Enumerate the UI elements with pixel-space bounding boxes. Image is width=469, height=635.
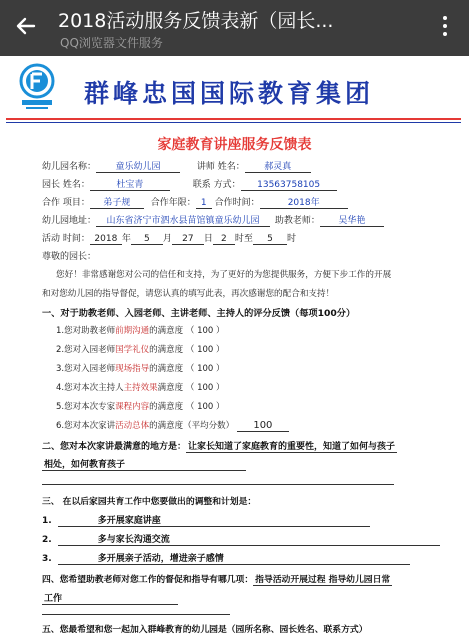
- years-value: 1: [196, 198, 212, 209]
- time-hour-start-unit: 时至: [234, 234, 253, 244]
- plan-item: 2. 多与家长沟通交流: [42, 532, 440, 546]
- assistant-label: 助教老师：: [274, 216, 320, 226]
- section4-answer-line2: 工作: [42, 591, 178, 605]
- company-logo: [18, 62, 56, 112]
- section4-answer-line1: 指导活动开展过程 指导幼儿园日常: [253, 572, 392, 586]
- section3-question: 三、 在以后家园共育工作中您要做出的调整和计划是：: [42, 497, 257, 507]
- time-month: 5: [131, 234, 163, 245]
- form-title: 家庭教育讲座服务反馈表: [157, 137, 312, 153]
- time-year-unit: 年: [121, 234, 131, 244]
- assistant-value: 吴华艳: [320, 213, 384, 227]
- project-label: 合作 项目：: [42, 198, 90, 208]
- coop-time-label: 合作时间：: [214, 198, 260, 208]
- row-project: [42, 195, 348, 209]
- section1-title: 一、对于助教老师、入园老师、主讲老师、主持人的评分反馈（每项100分）: [42, 308, 356, 319]
- answer-blank-line: [42, 484, 394, 485]
- section4-question: 四、您希望助教老师对您工作的督促和指导有哪几项： 指导活动开展过程 指导幼儿园日常: [42, 572, 392, 586]
- time-month-unit: 月: [162, 234, 172, 244]
- answer-blank-line: [42, 614, 230, 615]
- kindergarten-label: 幼儿园名称：: [42, 162, 97, 172]
- section2-question: 二、您对本次家讲最满意的地方是： 让家长知道了家庭教育的重要性，知道了如何与孩子: [42, 439, 397, 453]
- more-options-icon[interactable]: [442, 16, 448, 38]
- kindergarten-value: 童乐幼儿园: [96, 159, 180, 173]
- director-value: 杜宝青: [90, 177, 170, 191]
- row-activity-time: [42, 231, 296, 245]
- intro-paragraph-line2: 和对您幼儿园的指导督促，请您认真的填写此表，再次感谢您的配合和支持！: [42, 289, 335, 299]
- header-rule-red: [6, 118, 461, 120]
- row-kindergarten: [42, 159, 311, 173]
- rating-item: 2.您对入园老师国学礼仪的满意度 （ 100 ）: [56, 345, 225, 355]
- coop-time-value: 2018年: [260, 195, 348, 209]
- section5-question: 五、您最希望和您一起加入群峰教育的幼儿园是（园所名称、园长姓名、联系方式）: [42, 625, 368, 635]
- plan-item: 1. 多开展家庭讲座: [42, 513, 370, 527]
- document-title: 2018活动服务反馈表新（园长...: [58, 10, 334, 32]
- address-value: 山东省济宁市泗水县苗馆镇童乐幼儿园: [96, 213, 270, 227]
- time-day-unit: 日: [203, 234, 213, 244]
- section2-answer-line1: 让家长知道了家庭教育的重要性，知道了如何与孩子: [186, 439, 397, 453]
- years-label: 合作年限：: [150, 198, 196, 208]
- document-source-label: QQ浏览器文件服务: [60, 36, 163, 50]
- rating-item: 4.您对本次主持人主持效果满意度 （ 100 ）: [56, 383, 225, 393]
- section2-answer-line2: 相处，如何教育孩子: [42, 457, 246, 471]
- plan-item: 3. 多开展亲子活动，增进亲子感情: [42, 551, 410, 565]
- rating-item: 1.您对助教老师前期沟通的满意度 （ 100 ）: [56, 326, 225, 336]
- address-label: 幼儿园地址：: [42, 216, 97, 226]
- row-director: [42, 177, 337, 191]
- lecturer-value: 郝灵真: [245, 159, 311, 173]
- back-arrow-icon[interactable]: [14, 14, 38, 38]
- greeting: 尊敬的园长：: [42, 252, 97, 262]
- lecturer-label: 讲师 姓名：: [196, 162, 245, 172]
- organization-name: 群峰忠国国际教育集团: [84, 79, 375, 108]
- time-hour-start: 2: [213, 234, 235, 245]
- project-value: 弟子规: [90, 195, 144, 209]
- document-page: [0, 56, 469, 634]
- header-rule-blue: [6, 122, 461, 123]
- rating-item: 3.您对入园老师现场指导的满意度 （ 100 ）: [56, 364, 225, 374]
- contact-value: 13563758105: [241, 180, 337, 191]
- time-label: 活动 时间：: [42, 234, 90, 244]
- time-hour-end: 5: [253, 234, 287, 245]
- time-hour-end-unit: 时: [286, 234, 296, 244]
- browser-top-bar: [0, 0, 469, 56]
- rating-item: 5.您对本次专家课程内容的满意度 （ 100 ）: [56, 402, 225, 412]
- intro-paragraph-line1: 您好！非常感谢您对公司的信任和支持，为了更好的为您提供服务，方便下步工作的开展: [56, 270, 392, 280]
- contact-label: 联系 方式：: [192, 180, 241, 190]
- rating-item: 6.您对本次家讲活动总体的满意度（平均分数） 100: [56, 419, 289, 432]
- row-address: [42, 213, 384, 227]
- time-year: 2018: [90, 234, 122, 245]
- time-day: 27: [172, 234, 204, 245]
- director-label: 园长 姓名：: [42, 180, 90, 190]
